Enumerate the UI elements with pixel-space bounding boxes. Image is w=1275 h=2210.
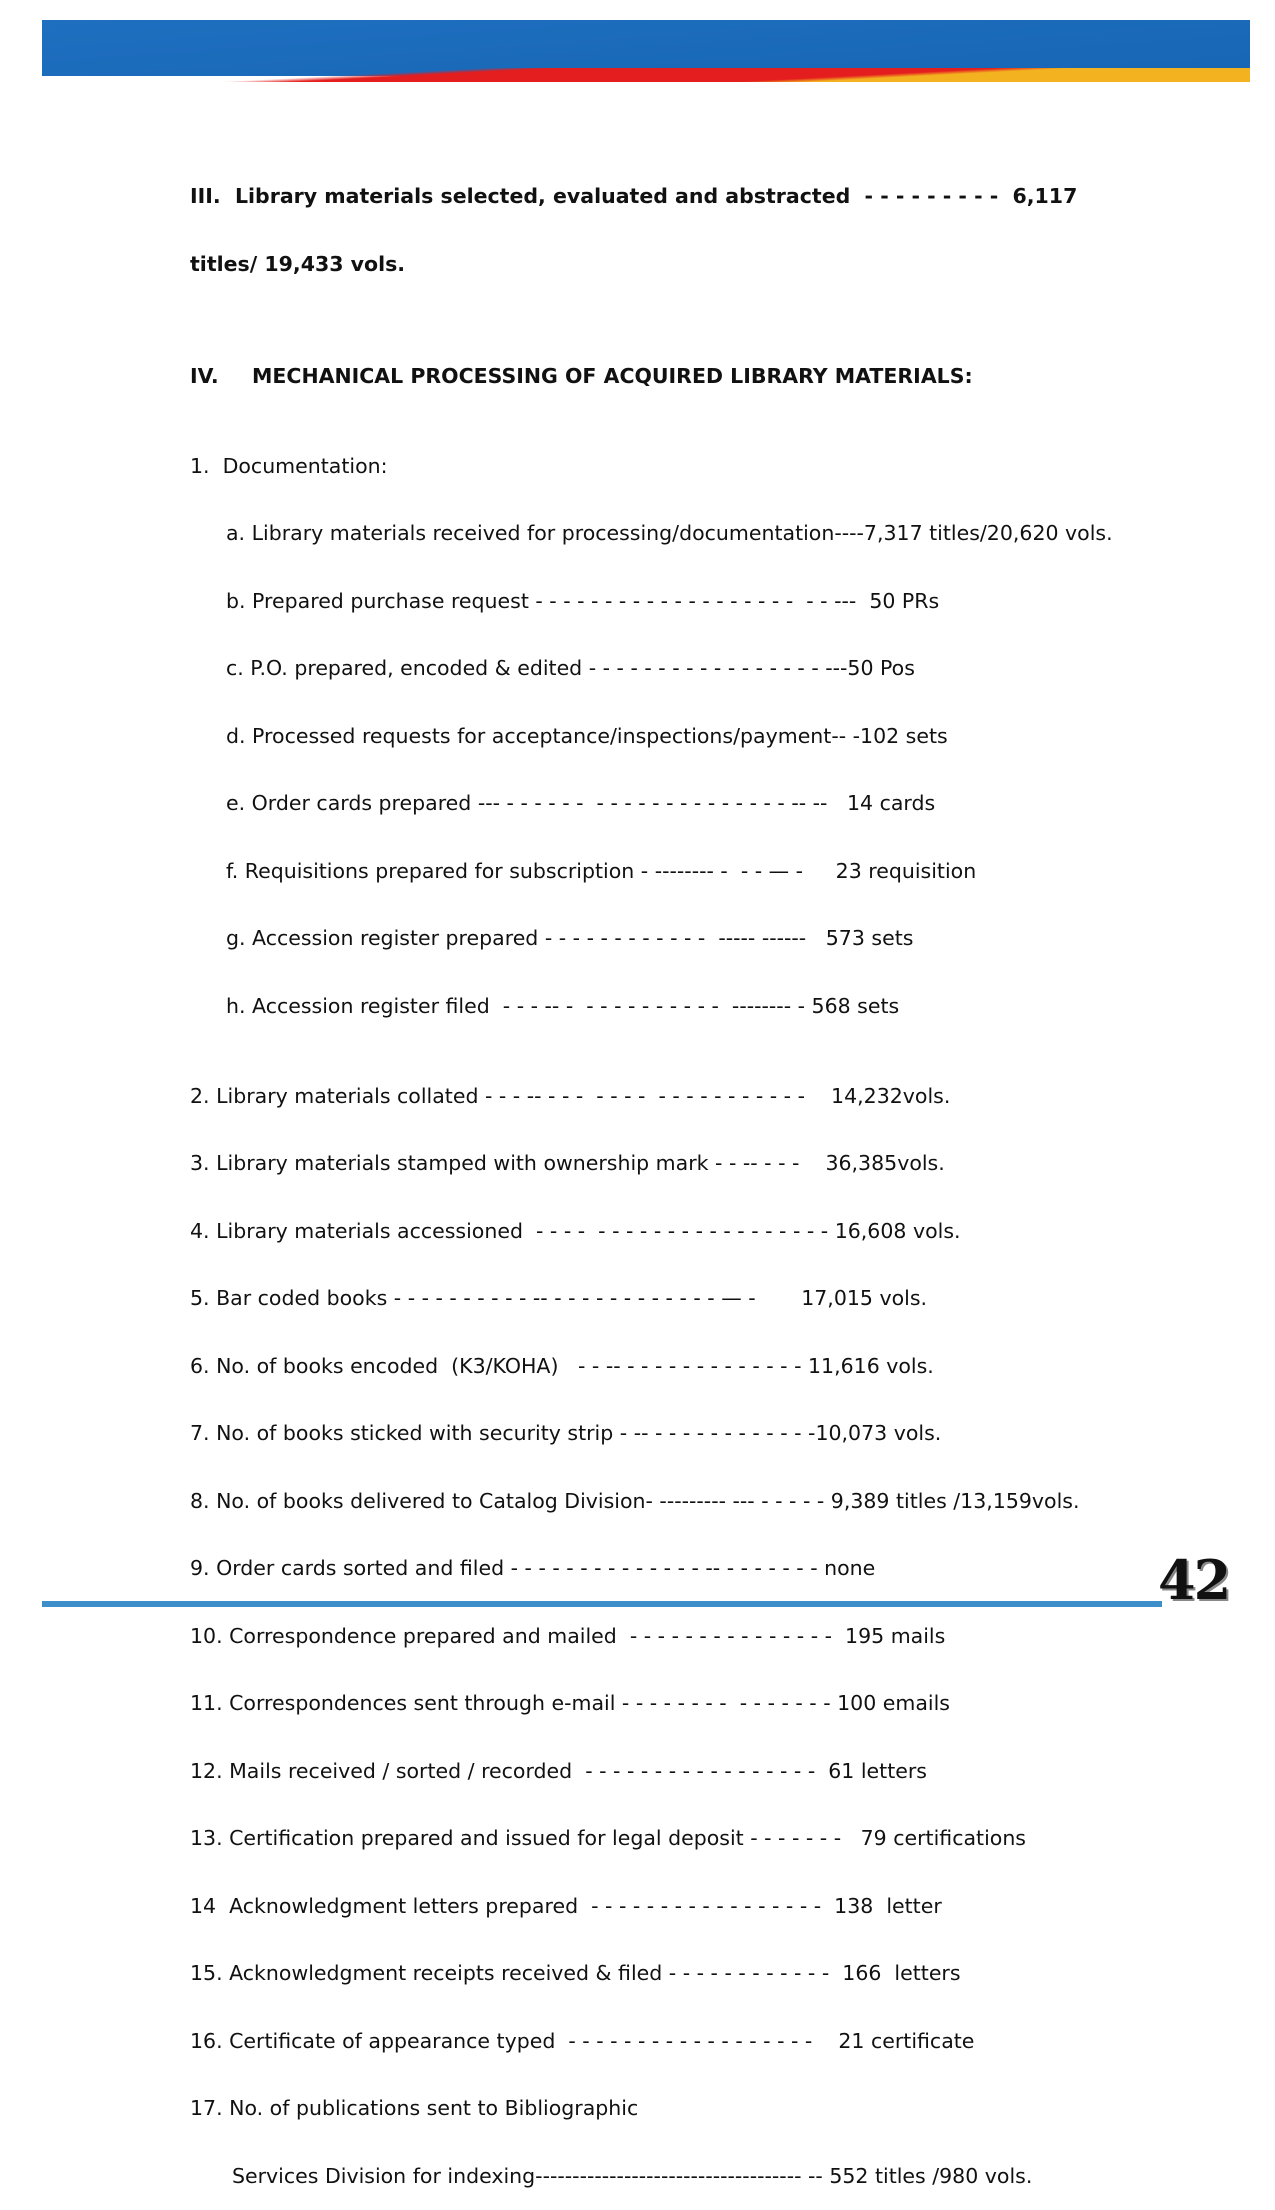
list-item-continuation: Services Division for indexing------------------------------------ -- 552 titles /980 vols. <box>232 2163 1033 2188</box>
report-content <box>190 140 1170 2210</box>
section4-number: IV. <box>190 363 219 388</box>
documentation-heading: 1. Documentation: <box>190 453 388 478</box>
list-item: 16. Certificate of appearance typed - - - - - - - - - - - - - - - - - - 21 certificate <box>190 2028 975 2053</box>
list-item: 5. Bar coded books - - - - - - - - - - -- - - - - - - - - - - - - — - 17,015 vols. <box>190 1286 928 1310</box>
list-item: h. Accession register filed - - - -- - - - - - - - - - - - -------- - 568 sets <box>226 993 900 1018</box>
list-item: 9. Order cards sorted and filed - - - - - - - - - - - - - - -- - - - - - - - none <box>190 1556 876 1580</box>
list-item: 11. Correspondences sent through e-mail - - - - - - - - - - - - - - - 100 emails <box>190 1691 950 1715</box>
list-item: 3. Library materials stamped with ownership mark - - -- - - - 36,385vols. <box>190 1151 945 1175</box>
footer-line <box>42 1601 1162 1607</box>
list-item: 14 Acknowledgment letters prepared - - - - - - - - - - - - - - - - - 138 letter <box>190 1893 942 1918</box>
header-stripe <box>42 68 1250 82</box>
list-item: e. Order cards prepared --- - - - - - - - - - - - - - - - - - - - - -- -- 14 cards <box>226 791 936 815</box>
section4-heading <box>190 365 1170 388</box>
list-item: b. Prepared purchase request - - - - - - - - - - - - - - - - - - - - - --- 50 PRs <box>226 588 940 613</box>
list-item: c. P.O. prepared, encoded & edited - - - - - - - - - - - - - - - - - ---50 Pos <box>226 656 915 680</box>
list-item: 12. Mails received / sorted / recorded - - - - - - - - - - - - - - - - - 61 letters <box>190 1758 927 1783</box>
list-item: 2. Library materials collated - - - -- - - - - - - - - - - - - - - - - - - 14,232vols. <box>190 1083 951 1108</box>
list-item: f. Requisitions prepared for subscription - -------- - - - — - 23 requisition <box>226 858 977 883</box>
section4-title: MECHANICAL PROCESSING OF ACQUIRED LIBRARY MATERIALS: <box>252 363 973 388</box>
list-item: d. Processed requests for acceptance/inspections/payment-- -102 sets <box>226 723 948 748</box>
list-item: 13. Certification prepared and issued for legal deposit - - - - - - - 79 certifications <box>190 1826 1026 1850</box>
list-item: 15. Acknowledgment receipts received & filed - - - - - - - - - - - - 166 letters <box>190 1961 961 1985</box>
list-item: 8. No. of books delivered to Catalog Division- --------- --- - - - - - 9,389 titles /13,159vols. <box>190 1488 1080 1513</box>
list-item: g. Accession register prepared - - - - - - - - - - - - ----- ------ 573 sets <box>226 926 914 950</box>
section3-line1: III. Library materials selected, evaluated and abstracted - - - - - - - - - 6,117 <box>190 184 1078 208</box>
list-item: a. Library materials received for processing/documentation----7,317 titles/20,620 vols. <box>226 521 1113 545</box>
list-item: 6. No. of books encoded (K3/KOHA) - - -- - - - - - - - - - - - - - 11,616 vols. <box>190 1353 934 1378</box>
list-item: 17. No. of publications sent to Bibliographic <box>190 2096 639 2120</box>
list-item: 10. Correspondence prepared and mailed - - - - - - - - - - - - - - - 195 mails <box>190 1623 946 1648</box>
list-item: 7. No. of books sticked with security strip - -- - - - - - - - - - - - -10,073 vols. <box>190 1421 942 1445</box>
section3-line2: titles/ 19,433 vols. <box>190 251 406 276</box>
list-item: 4. Library materials accessioned - - - - - - - - - - - - - - - - - - - - - 16,608 vols. <box>190 1218 961 1243</box>
page-number: 42 <box>1158 1548 1230 1612</box>
